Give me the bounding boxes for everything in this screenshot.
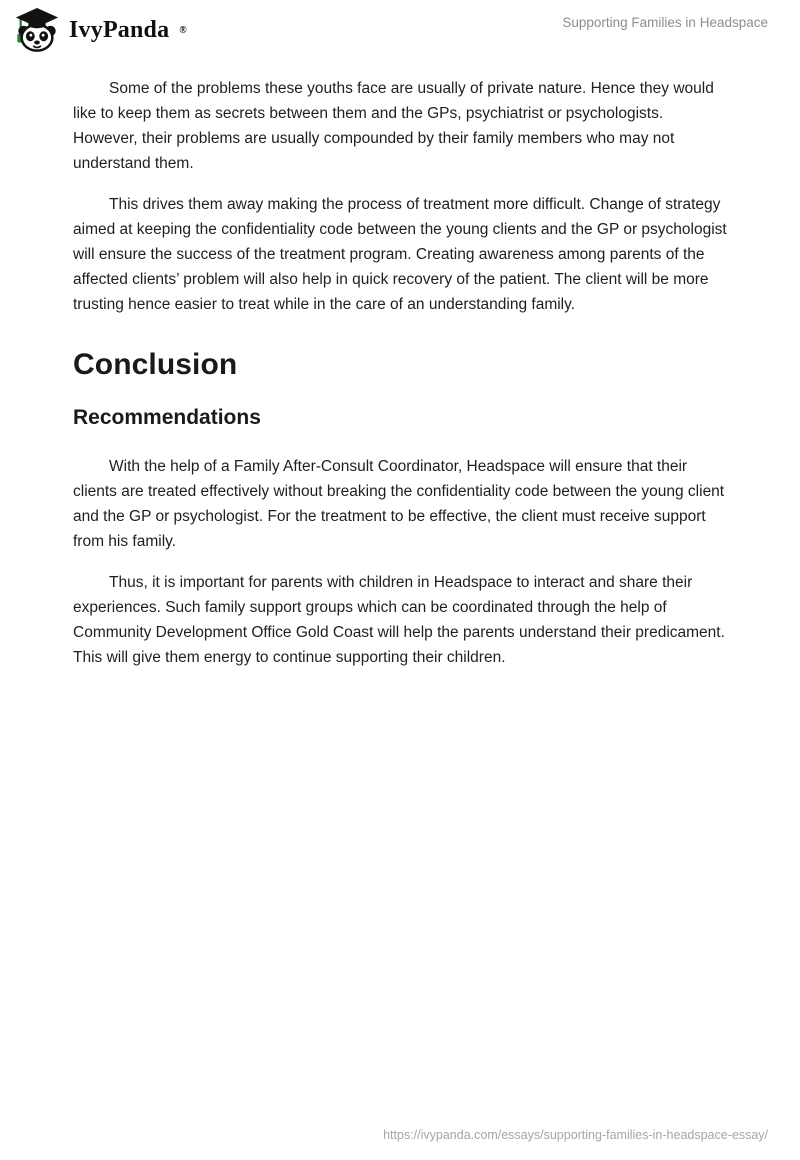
registered-mark: ® [179, 24, 187, 36]
recommendations-heading: Recommendations [73, 406, 261, 429]
conclusion-heading: Conclusion [73, 348, 238, 381]
source-url-link[interactable]: https://ivypanda.com/essays/supporting-families-in-headspace-essay/ [383, 1128, 768, 1142]
paragraph: Thus, it is important for parents with children in Headspace to interact and share their experiences. Such family support groups which can be coordinated through the help of Community Development Office Gold Coast will help the parents understand their predicament. This will give them energy to continue supporting their children. [73, 574, 725, 666]
brand-name: IvyPanda [69, 16, 170, 43]
running-head-title: Supporting Families in Headspace [562, 15, 768, 30]
paragraph: This drives them away making the process of treatment more difficult. Change of strategy aimed at keeping the confidentiality code between the young clients and the GP or psychologist will ensure the success of the treatment program. Creating awareness among parents of the affected clients’ problem will also help in quick recovery of the patient. The client will be more trusting hence easier to treat while in the care of an understanding family. [73, 196, 727, 313]
ivypanda-logo[interactable] [14, 7, 187, 53]
essay-content [0, 62, 800, 670]
paragraph: With the help of a Family After-Consult Coordinator, Headspace will ensure that their clients are treated effectively without breaking the confidentiality code between the young client and the GP or psychologist. For the treatment to be effective, the client must receive support from his family. [73, 458, 725, 550]
panda-logo-icon [14, 7, 60, 53]
page-header [0, 0, 800, 62]
page-footer [383, 1126, 768, 1144]
paragraph: Some of the problems these youths face are usually of private nature. Hence they would like to keep them as secrets between them and the GPs, psychiatrist or psychologists. However, their problems are usually compounded by their family members who may not understand them. [73, 80, 714, 172]
